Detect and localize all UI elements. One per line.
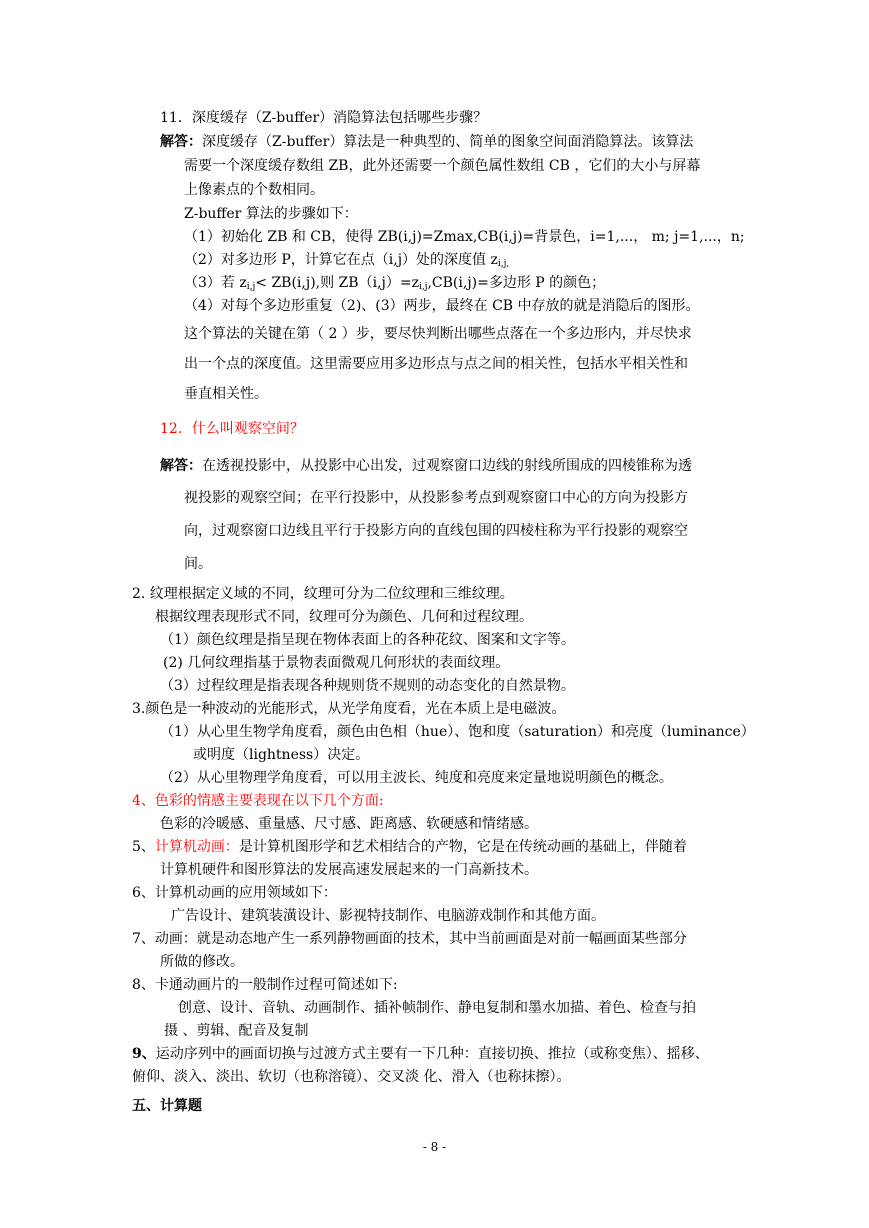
zbuffer-step-3: （3）若 $z_{i,j}< ZB(i,j)$,则 $ZB(i,j)=z_{i,j},CB(i,j)=$多边形 P 的颜色； <box>184 275 606 292</box>
transition-line-2: 俯仰、淡入、淡出、软切（也称溶镜）、交叉淡 化、滑入（也称抹擦）。 <box>132 1069 571 1085</box>
question-11-answer-line-3: 上像素点的个数相同。 <box>184 182 324 198</box>
section-5-heading: 五、计算题 <box>132 1098 202 1114</box>
animation-line-2: 所做的修改。 <box>160 954 244 970</box>
question-12-answer-line-4: 间。 <box>184 556 212 572</box>
answer-label: 解答： <box>160 134 202 150</box>
question-12-answer-line-2: 视投影的观察空间；在平行投影中，从投影参考点到观察窗口中心的方向为投影方 <box>184 490 688 506</box>
question-12-answer-line-1: 解答：在透视投影中，从投影中心出发，过观察窗口边线的射线所围成的四棱锥称为透 <box>160 458 692 474</box>
zbuffer-key-line-2: 出一个点的深度值。这里需要应用多边形点与点之间的相关性，包括水平相关性和 <box>184 356 688 372</box>
cartoon-process-line-2: 创意、设计、音轨、动画制作、插补帧制作、静电复制和墨水加描、着色、检查与拍 <box>178 1000 696 1016</box>
animation-definition-line-1: 5、计算机动画：是计算机图形学和艺术相结合的产物，它是在传统动画的基础上，伴随着 <box>132 839 687 855</box>
animation-term: 计算机动画： <box>154 839 239 855</box>
animation-apps-line-2: 广告设计、建筑装潢设计、影视特技制作、电脑游戏制作和其他方面。 <box>171 908 605 924</box>
question-11-title: 11．深度缓存（Z-buffer）消隐算法包括哪些步骤？ <box>160 110 488 126</box>
transition-line-1: 9、运动序列中的画面切换与过渡方式主要有一下几种：直接切换、推拉（或称变焦）、摇移、 <box>132 1046 709 1062</box>
zbuffer-key-line-3: 垂直相关性。 <box>184 386 268 402</box>
zbuffer-key-line-1: 这个算法的关键在第（ 2 ）步，要尽快判断出哪些点落在一个多边形内，并尽快求 <box>184 326 692 342</box>
texture-line-2: 根据纹理表现形式不同，纹理可分为颜色、几何和过程纹理。 <box>155 609 533 625</box>
color-emotion-line: 色彩的冷暖感、重量感、尺寸感、距离感、软硬感和情绪感。 <box>160 816 538 832</box>
color-line-1: 3.颜色是一种波动的光能形式，从光学角度看，光在本质上是电磁波。 <box>132 701 566 717</box>
question-11-answer-line-1: 解答：深度缓存（Z-buffer）算法是一种典型的、简单的图象空间面消隐算法。该算法 <box>160 134 694 150</box>
zbuffer-step-2: （2）对多边形 P，计算它在点（i,j）处的深度值 $z_{i,j,}$ <box>184 252 510 269</box>
zbuffer-steps-intro: Z-buffer 算法的步骤如下： <box>184 206 358 222</box>
color-emotion-title: 4、色彩的情感主要表现在以下几个方面: <box>132 793 384 809</box>
animation-apps-line-1: 6、计算机动画的应用领域如下： <box>132 885 337 901</box>
texture-line-3: （1）颜色纹理是指呈现在物体表面上的各种花纹、图案和文字等。 <box>160 632 575 648</box>
zbuffer-step-1: （1）初始化 ZB 和 CB，使得 ZB(i,j)=Zmax,CB(i,j)=背景色，i=1,...， m; j=1,...，n; <box>184 229 745 245</box>
question-12-title: 12．什么叫观察空间？ <box>160 421 304 437</box>
page-number: - 8 - <box>422 1140 447 1154</box>
color-line-3: 或明度（lightness）决定。 <box>193 747 370 763</box>
question-11-answer-line-2: 需要一个深度缓存数组 ZB，此外还需要一个颜色属性数组 CB ，它们的大小与屏幕 <box>184 158 701 174</box>
zbuffer-step-4: （4）对每个多边形重复（2)、(3）两步，最终在 CB 中存放的就是消隐后的图形。 <box>184 298 700 314</box>
color-line-4: （2）从心里物理学角度看，可以用主波长、纯度和亮度来定量地说明颜色的概念。 <box>160 770 673 786</box>
cartoon-process-line-3: 摄 、剪辑、配音及复制 <box>164 1023 309 1039</box>
texture-line-4: (2) 几何纹理指基于景物表面微观几何形状的表面纹理。 <box>163 655 510 671</box>
animation-line-1: 7、动画：就是动态地产生一系列静物画面的技术，其中当前画面是对前一幅画面某些部分 <box>132 931 687 947</box>
question-12-answer-line-3: 向，过观察窗口边线且平行于投影方向的直线包围的四棱柱称为平行投影的观察空 <box>184 523 688 539</box>
animation-definition-line-2: 计算机硬件和图形算法的发展高速发展起来的一门高新技术。 <box>160 862 538 878</box>
texture-line-5: （3）过程纹理是指表现各种规则货不规则的动态变化的自然景物。 <box>160 678 575 694</box>
answer-label: 解答： <box>160 458 202 474</box>
cartoon-process-line-1: 8、卡通动画片的一般制作过程可简述如下: <box>132 977 398 993</box>
color-line-2: （1）从心里生物学角度看，颜色由色相（hue）、饱和度（saturation）和亮度（luminance） <box>160 724 755 740</box>
texture-line-1: 2. 纹理根据定义域的不同，纹理可分为二位纹理和三维纹理。 <box>132 586 514 602</box>
